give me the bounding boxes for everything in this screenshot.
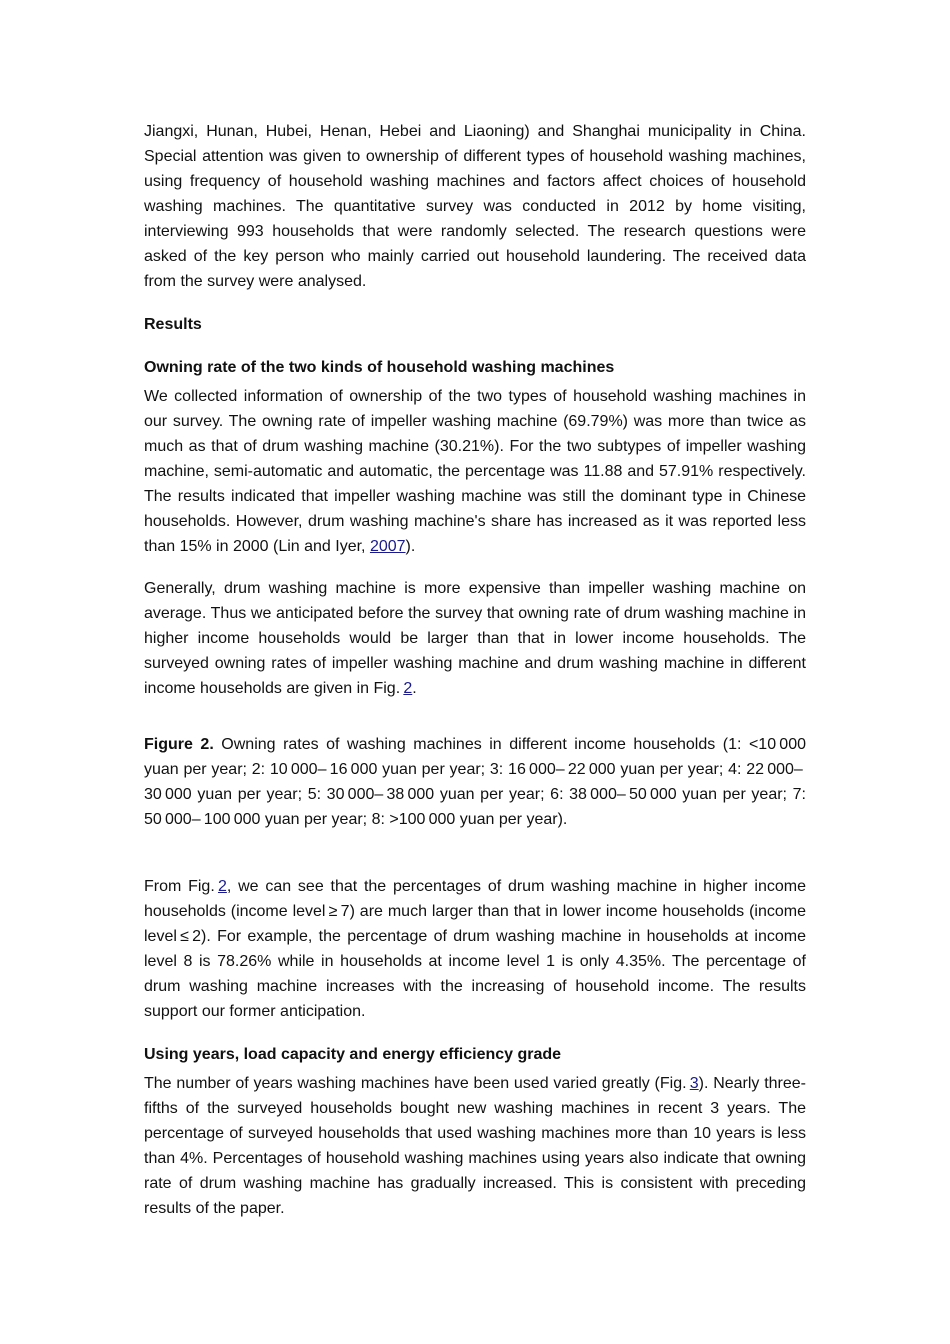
paragraph-text: . bbox=[412, 680, 417, 697]
section-heading-using-years: Using years, load capacity and energy efficiency grade bbox=[144, 1046, 562, 1063]
paragraph-text: ). Nearly three-fifths of the surveyed households bought new washing machines in recent 3 years. The percentage of surveyed households that used washing machines more than 10 years is less than 4%. Percentages of household washing machines using years also indicate that owning rate of drum washing machine has gradually increased. This is consistent with preceding results of the paper. bbox=[144, 1075, 807, 1217]
paragraph-text: Generally, drum washing machine is more expensive than impeller washing machine on average. Thus we anticipated before the survey that owning rate of drum washing machine in higher income households would be larger than that in lower income households. The surveyed owning rates of impeller washing machine and drum washing machine in different income households are given in Fig. bbox=[144, 580, 806, 697]
results-heading: Results bbox=[144, 316, 202, 333]
intro-paragraph: Jiangxi, Hunan, Hubei, Henan, Hebei and Liaoning) and Shanghai municipality in China. Special attention was given to ownership of different types of household washing machines, using frequency of household washing machines and factors affect choices of household washing machines. The quantitative survey was conducted in 2012 by home visiting, interviewing 993 households that were randomly selected. The research questions were asked of the key person who mainly carried out household laundering. The received data from the survey were analysed. bbox=[144, 123, 806, 290]
using-years-paragraph bbox=[144, 1071, 806, 1221]
figure-link-2[interactable]: 2 bbox=[217, 878, 227, 895]
figure-link-2[interactable]: 2 bbox=[403, 680, 413, 697]
figure-link-3[interactable]: 3 bbox=[689, 1075, 699, 1092]
figure-label: Figure 2. bbox=[144, 736, 214, 753]
paragraph-text: ). bbox=[405, 538, 416, 555]
paragraph-text: , we can see that the percentages of drum washing machine in higher income households (income level ≥ 7) are much larger than that in lower income households (income level ≤ 2). For example, the percentage of drum washing machine in households at income level 8 is 78.26% while in households at income level 1 is only 4.35%. The percentage of drum washing machine increases with the increasing of household income. The results support our former anticipation. bbox=[144, 878, 806, 1020]
figure-2-caption bbox=[144, 732, 806, 832]
paragraph-text: We collected information of ownership of the two types of household washing machines in our survey. The owning rate of impeller washing machine (69.79%) was more than twice as much as that of drum washing machine (30.21%). For the two subtypes of impeller washing machine, semi-automatic and automatic, the percentage was 11.88 and 57.91% respectively. The results indicated that impeller washing machine was still the dominant type in Chinese households. However, drum washing machine's share has increased as it was reported less than 15% in 2000 (Lin and Iyer, bbox=[144, 388, 806, 555]
figure-2-discussion-paragraph bbox=[144, 874, 806, 1024]
article-body bbox=[144, 119, 806, 1221]
paragraph-text: The number of years washing machines have been used varied greatly (Fig. bbox=[144, 1075, 690, 1092]
section-heading-owning-rate: Owning rate of the two kinds of household washing machines bbox=[144, 359, 615, 376]
income-paragraph bbox=[144, 576, 806, 701]
owning-rate-paragraph bbox=[144, 384, 806, 559]
paragraph-text: From Fig. bbox=[144, 878, 218, 895]
citation-link-2007[interactable]: 2007 bbox=[369, 538, 406, 555]
caption-text: Owning rates of washing machines in different income households (1: <10 000 yuan per year; 2: 10 000– 16 000 yuan per year; 3: 16 000– 22 000 yuan per year; 4: 22 000– 30 000 yuan per year; 5: 30 000– 38 000 yuan per year; 6: 38 000– 50 000 yuan per year; 7: 50 000– 100 000 yuan per year; 8: >100 000 yuan per year). bbox=[144, 736, 806, 828]
